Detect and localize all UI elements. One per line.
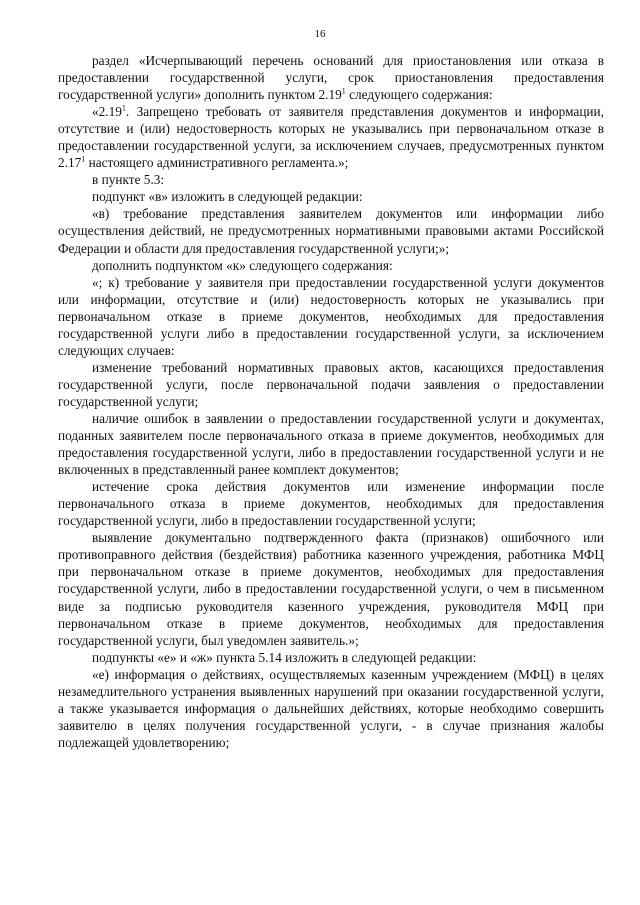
paragraph-section-amendment: раздел «Исчерпывающий перечень оснований для приостановления или отказа в предоставлении государственной услуги, срок приостановления предоставления государственной услуги» дополнить пунктом 2.19$^1$ следующего содержания: <box>58 53 604 103</box>
paragraph: выявление документально подтвержденного факта (признаков) ошибочного или противоправного действия (бездействия) работника казенного учреждения, работника МФЦ при первоначальном отказе в приеме документов, необходимых для предоставления государственной услуги, либо в предоставлении государственной услуги, о чем в письменном виде за подписью руководителя казенного учреждения, руководителя МФЦ при первоначальном отказе в приеме документов, необходимых для предоставления государственной услуги, был уведомлен заявитель.»; <box>58 530 604 648</box>
superscript: 1 <box>341 86 346 96</box>
superscript: 1 <box>81 154 86 164</box>
paragraph-clause-2-19-1: «2.19$^1$. Запрещено требовать от заявителя представления документов и информации, отсутствие и (или) недостоверность которых не указывались при первоначальном отказе в предоставлении государственной услуги, за исключением случаев, предусмотренных пунктом 2.17$^1$ настоящего административного регламента.»; <box>58 103 604 171</box>
paragraph: «в) требование представления заявителем документов или информации либо осуществления действий, не предусмотренных нормативными правовыми актами Российской Федерации и области для предоставления государственной услуги;»; <box>58 206 604 256</box>
paragraph: «; к) требование у заявителя при предоставлении государственной услуги документов или информации, отсутствие и (или) недостоверность которых не указывались при первоначальном отказе в приеме документов, необходимых для предоставления государственной услуги либо в предоставлении государственной услуги, за исключением следующих случаев: <box>58 274 604 358</box>
paragraph: дополнить подпунктом «к» следующего содержания: <box>92 257 393 273</box>
paragraph: изменение требований нормативных правовых актов, касающихся предоставления государственной услуги, после первоначальной подачи заявления о предоставлении государственной услуги; <box>58 359 604 409</box>
page-number: 16 <box>314 28 326 40</box>
paragraph: «е) информация о действиях, осуществляемых казенным учреждением (МФЦ) в целях незамедлительного устранения выявленных нарушений при оказании государственной услуги, а также указывается информация о дальнейших действиях, которые необходимо совершить заявителю в целях получения государственной услуги, - в случае признания жалобы подлежащей удовлетворению; <box>58 666 604 750</box>
document-body <box>58 52 604 751</box>
superscript: 1 <box>121 103 126 113</box>
paragraph: подпункт «в» изложить в следующей редакции: <box>92 189 363 205</box>
paragraph: подпункты «е» и «ж» пункта 5.14 изложить в следующей редакции: <box>92 649 477 665</box>
paragraph: в пункте 5.3: <box>92 172 165 188</box>
paragraph: наличие ошибок в заявлении о предоставлении государственной услуги и документах, поданных заявителем после первоначального отказа в приеме документов, необходимых для предоставления государственной услуги, либо в предоставлении государственной услуги и не включенных в представленный ранее комплект документов; <box>58 410 604 478</box>
paragraph: истечение срока действия документов или изменение информации после первоначального отказа в приеме документов, необходимых для предоставления государственной услуги, либо в предоставлении государственной услуги; <box>58 479 604 529</box>
